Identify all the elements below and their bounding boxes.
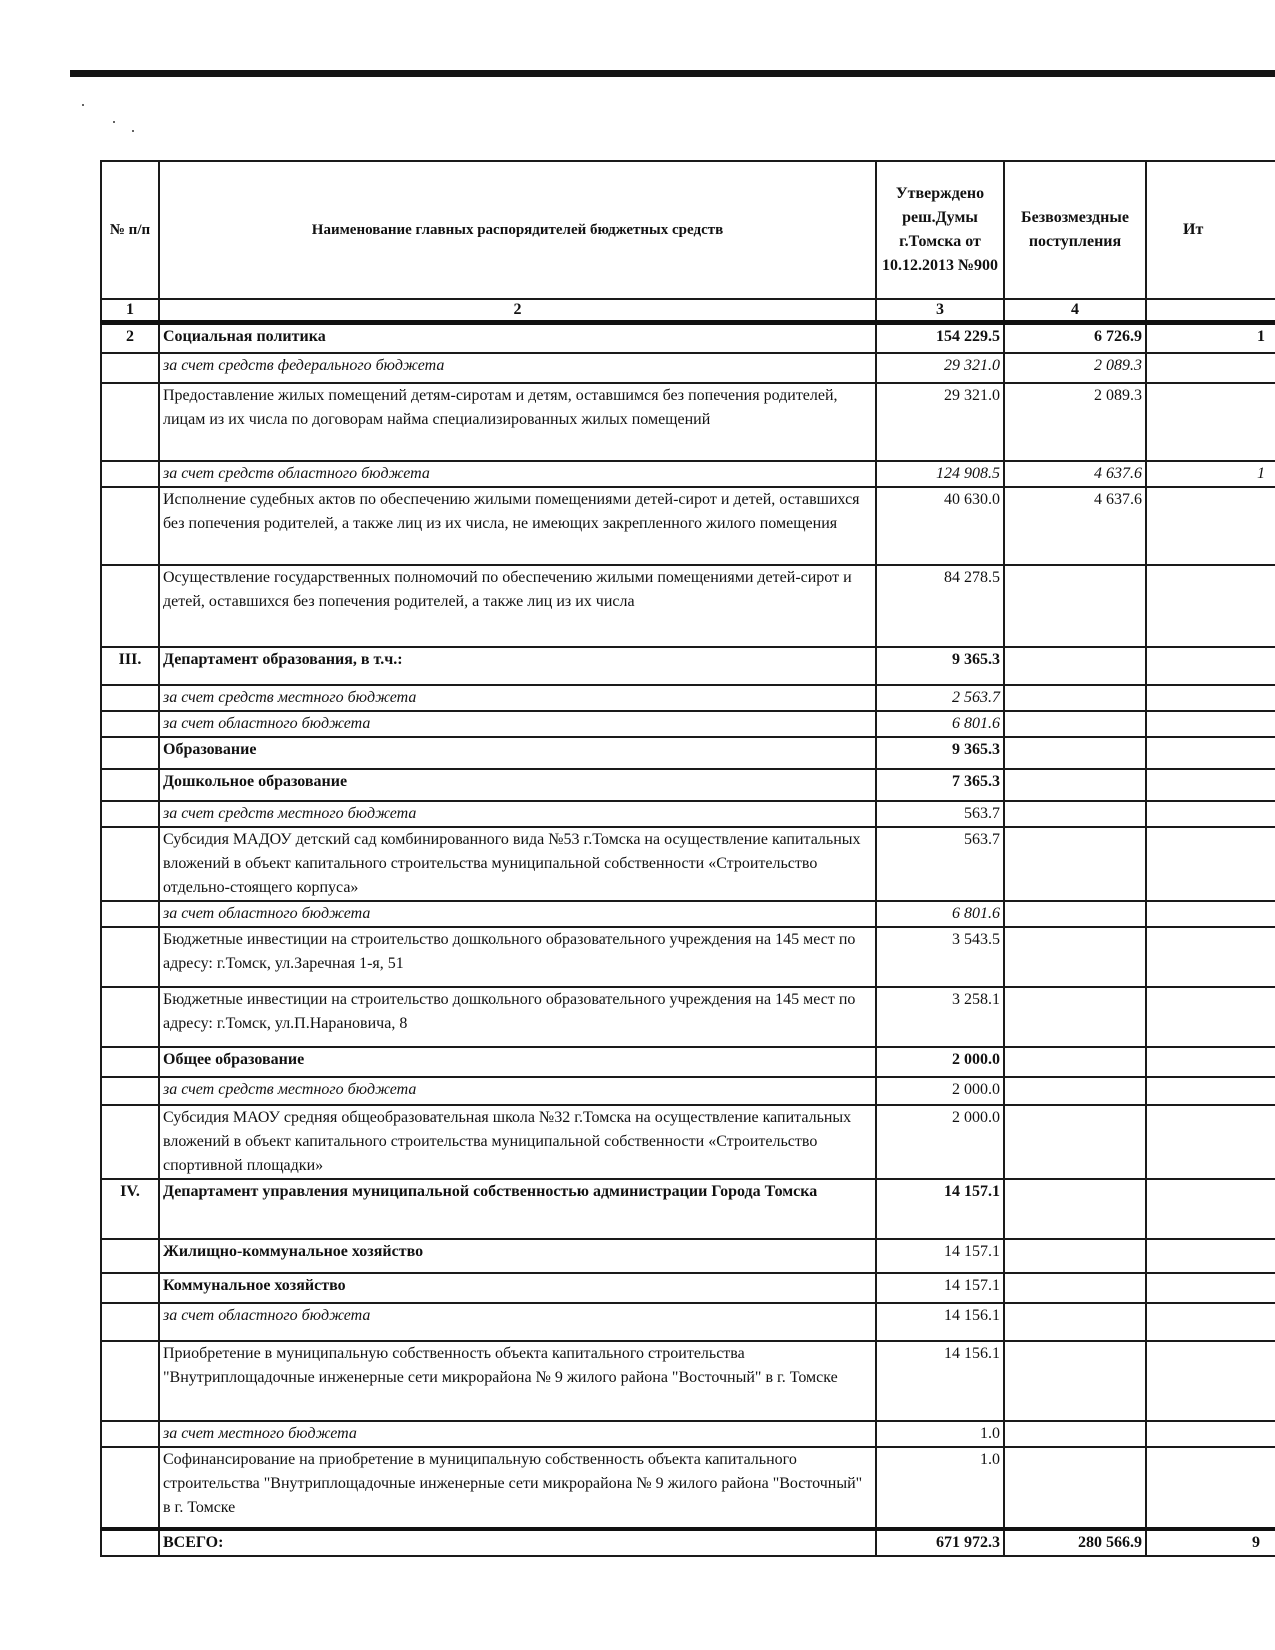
row-approved: 84 278.5 xyxy=(876,565,1004,647)
table-header-row xyxy=(101,161,1275,299)
table-row xyxy=(101,1239,1275,1273)
row-grants xyxy=(1004,827,1146,901)
row-grants xyxy=(1004,1077,1146,1105)
row-grants xyxy=(1004,1447,1146,1529)
table-row xyxy=(101,647,1275,685)
row-col5 xyxy=(1146,711,1275,737)
row-col5 xyxy=(1146,1077,1275,1105)
row-name: Жилищно-коммунальное хозяйство xyxy=(159,1239,876,1273)
row-col5 xyxy=(1146,801,1275,827)
total-col5-value: 9 xyxy=(1252,1533,1260,1551)
row-grants xyxy=(1004,769,1146,801)
row-name: Дошкольное образование xyxy=(159,769,876,801)
header-approved: Утверждено реш.Думы г.Томска от 10.12.2013 №900 xyxy=(876,161,1004,299)
table-row xyxy=(101,323,1275,353)
row-name: за счет областного бюджета xyxy=(159,1303,876,1341)
row-grants xyxy=(1004,927,1146,987)
row-col5 xyxy=(1146,1447,1275,1529)
row-grants xyxy=(1004,1239,1146,1273)
row-grants xyxy=(1004,1105,1146,1179)
row-col5 xyxy=(1146,927,1275,987)
row-number xyxy=(101,801,159,827)
table-row xyxy=(101,353,1275,383)
header-total-label: Ит xyxy=(1183,221,1204,238)
row-number xyxy=(101,461,159,487)
row-name: Предоставление жилых помещений детям-сиротам и детям, оставшимся без попечения родителей, лицам из их числа по договорам найма специализированных жилых помещений xyxy=(159,383,876,461)
row-grants xyxy=(1004,987,1146,1047)
row-col5 xyxy=(1146,1239,1275,1273)
row-col5 xyxy=(1146,383,1275,461)
table-row xyxy=(101,461,1275,487)
row-grants xyxy=(1004,901,1146,927)
table-row xyxy=(101,927,1275,987)
row-grants xyxy=(1004,647,1146,685)
header-total xyxy=(1146,161,1275,299)
row-number xyxy=(101,1341,159,1421)
row-approved: 1.0 xyxy=(876,1447,1004,1529)
row-approved: 563.7 xyxy=(876,827,1004,901)
row-number xyxy=(101,1303,159,1341)
row-col5 xyxy=(1146,487,1275,565)
row-grants xyxy=(1004,1047,1146,1077)
row-grants xyxy=(1004,1303,1146,1341)
row-approved: 3 258.1 xyxy=(876,987,1004,1047)
row-name: за счет областного бюджета xyxy=(159,901,876,927)
row-approved: 124 908.5 xyxy=(876,461,1004,487)
row-col5 xyxy=(1146,685,1275,711)
table-row xyxy=(101,685,1275,711)
row-number xyxy=(101,1273,159,1303)
row-col5 xyxy=(1146,353,1275,383)
row-name: за счет средств областного бюджета xyxy=(159,461,876,487)
row-col5 xyxy=(1146,647,1275,685)
total-row xyxy=(101,1529,1275,1556)
row-approved: 2 563.7 xyxy=(876,685,1004,711)
row-number xyxy=(101,827,159,901)
scan-speck xyxy=(82,104,84,106)
row-approved: 14 157.1 xyxy=(876,1273,1004,1303)
row-approved: 6 801.6 xyxy=(876,711,1004,737)
table-row xyxy=(101,1341,1275,1421)
table-row xyxy=(101,901,1275,927)
colnum-4: 4 xyxy=(1004,299,1146,323)
row-name: за счет местного бюджета xyxy=(159,1421,876,1447)
table-row xyxy=(101,801,1275,827)
row-name: Бюджетные инвестиции на строительство дошкольного образовательного учреждения на 145 мест по адресу: г.Томск, ул.П.Нарановича, 8 xyxy=(159,987,876,1047)
row-grants xyxy=(1004,737,1146,769)
total-num xyxy=(101,1529,159,1556)
header-num: № п/п xyxy=(101,161,159,299)
row-number xyxy=(101,1077,159,1105)
row-number xyxy=(101,901,159,927)
row-grants xyxy=(1004,1421,1146,1447)
table-row xyxy=(101,987,1275,1047)
row-name: за счет средств местного бюджета xyxy=(159,1077,876,1105)
row-number: III. xyxy=(101,647,159,685)
row-grants xyxy=(1004,801,1146,827)
total-label: ВСЕГО: xyxy=(159,1529,876,1556)
row-approved: 563.7 xyxy=(876,801,1004,827)
row-approved: 29 321.0 xyxy=(876,383,1004,461)
row-grants: 4 637.6 xyxy=(1004,487,1146,565)
table-row xyxy=(101,1273,1275,1303)
row-number xyxy=(101,487,159,565)
row-approved: 6 801.6 xyxy=(876,901,1004,927)
table-row xyxy=(101,1303,1275,1341)
row-name: Осуществление государственных полномочий по обеспечению жилыми помещениями детей-сирот и детей, оставшихся без попечения родителей, а также лиц из их числа xyxy=(159,565,876,647)
row-name: Образование xyxy=(159,737,876,769)
table-row xyxy=(101,1421,1275,1447)
row-name: Коммунальное хозяйство xyxy=(159,1273,876,1303)
row-number xyxy=(101,1421,159,1447)
row-grants: 2 089.3 xyxy=(1004,353,1146,383)
row-number xyxy=(101,1105,159,1179)
row-name: за счет средств местного бюджета xyxy=(159,685,876,711)
header-name: Наименование главных распорядителей бюджетных средств xyxy=(159,161,876,299)
row-approved: 14 157.1 xyxy=(876,1179,1004,1239)
row-col5 xyxy=(1146,1421,1275,1447)
table-row xyxy=(101,565,1275,647)
row-name: за счет средств местного бюджета xyxy=(159,801,876,827)
row-number xyxy=(101,1447,159,1529)
row-approved: 2 000.0 xyxy=(876,1105,1004,1179)
table-row xyxy=(101,769,1275,801)
budget-table xyxy=(100,160,1275,1557)
table-row xyxy=(101,383,1275,461)
table-row xyxy=(101,827,1275,901)
row-name: за счет средств федерального бюджета xyxy=(159,353,876,383)
row-grants xyxy=(1004,1273,1146,1303)
row-number xyxy=(101,1047,159,1077)
row-col5 xyxy=(1146,769,1275,801)
colnum-3: 3 xyxy=(876,299,1004,323)
row-name: Софинансирование на приобретение в муниципальную собственность объекта капитального строительства "Внутриплощадочные инженерные сети микрорайона № 9 жилого района "Восточный" в г. Томске xyxy=(159,1447,876,1529)
colnum-1: 1 xyxy=(101,299,159,323)
row-name: Социальная политика xyxy=(159,323,876,353)
row-approved: 29 321.0 xyxy=(876,353,1004,383)
row-name: Бюджетные инвестиции на строительство дошкольного образовательного учреждения на 145 мест по адресу: г.Томск, ул.Заречная 1-я, 51 xyxy=(159,927,876,987)
total-grants: 280 566.9 xyxy=(1004,1529,1146,1556)
row-name: за счет областного бюджета xyxy=(159,711,876,737)
table-row xyxy=(101,1179,1275,1239)
table-row xyxy=(101,487,1275,565)
column-number-row xyxy=(101,299,1275,323)
row-number xyxy=(101,737,159,769)
row-approved: 154 229.5 xyxy=(876,323,1004,353)
row-approved: 2 000.0 xyxy=(876,1047,1004,1077)
row-col5 xyxy=(1146,1047,1275,1077)
table-row xyxy=(101,1105,1275,1179)
row-number xyxy=(101,685,159,711)
row-number xyxy=(101,987,159,1047)
total-approved: 671 972.3 xyxy=(876,1529,1004,1556)
header-grants: Безвозмездные поступления xyxy=(1004,161,1146,299)
row-col5 xyxy=(1146,737,1275,769)
row-col5 xyxy=(1146,565,1275,647)
row-number xyxy=(101,927,159,987)
row-approved: 1.0 xyxy=(876,1421,1004,1447)
colnum-2: 2 xyxy=(159,299,876,323)
row-grants: 6 726.9 xyxy=(1004,323,1146,353)
row-col5 xyxy=(1146,1273,1275,1303)
row-number xyxy=(101,769,159,801)
row-name: Субсидия МАДОУ детский сад комбинированного вида №53 г.Томска на осуществление капитальных вложений в объект капитального строительства муниципальной собственности «Строительство отдельно-стоящего корпуса» xyxy=(159,827,876,901)
table-row xyxy=(101,1047,1275,1077)
row-col5 xyxy=(1146,1303,1275,1341)
row-col5 xyxy=(1146,901,1275,927)
row-approved: 14 157.1 xyxy=(876,1239,1004,1273)
row-approved: 9 365.3 xyxy=(876,737,1004,769)
row-name: Исполнение судебных актов по обеспечению жилыми помещениями детей-сирот и детей, оставшихся без попечения родителей, а также лиц из их числа, не имеющих закрепленного жилого помещения xyxy=(159,487,876,565)
row-name: Приобретение в муниципальную собственность объекта капитального строительства "Внутриплощадочные инженерные сети микрорайона № 9 жилого района "Восточный" в г. Томске xyxy=(159,1341,876,1421)
row-number xyxy=(101,353,159,383)
row-name: Департамент управления муниципальной собственностью администрации Города Томска xyxy=(159,1179,876,1239)
top-rule-divider xyxy=(70,70,1275,77)
table-row xyxy=(101,737,1275,769)
total-col5 xyxy=(1146,1529,1275,1556)
row-number: IV. xyxy=(101,1179,159,1239)
row-grants xyxy=(1004,1341,1146,1421)
row-number xyxy=(101,711,159,737)
row-col5: 1 xyxy=(1146,323,1275,353)
row-col5 xyxy=(1146,1105,1275,1179)
row-grants: 2 089.3 xyxy=(1004,383,1146,461)
row-approved: 14 156.1 xyxy=(876,1303,1004,1341)
scan-speck xyxy=(113,121,115,123)
row-number xyxy=(101,565,159,647)
row-grants xyxy=(1004,685,1146,711)
row-approved: 2 000.0 xyxy=(876,1077,1004,1105)
row-approved: 9 365.3 xyxy=(876,647,1004,685)
row-grants xyxy=(1004,1179,1146,1239)
row-grants xyxy=(1004,565,1146,647)
row-approved: 40 630.0 xyxy=(876,487,1004,565)
row-approved: 3 543.5 xyxy=(876,927,1004,987)
table-row xyxy=(101,711,1275,737)
row-number xyxy=(101,383,159,461)
row-grants xyxy=(1004,711,1146,737)
row-col5: 1 xyxy=(1146,461,1275,487)
row-col5 xyxy=(1146,1341,1275,1421)
colnum-5 xyxy=(1146,299,1275,323)
row-approved: 14 156.1 xyxy=(876,1341,1004,1421)
row-approved: 7 365.3 xyxy=(876,769,1004,801)
row-col5 xyxy=(1146,987,1275,1047)
row-number xyxy=(101,1239,159,1273)
row-name: Общее образование xyxy=(159,1047,876,1077)
row-name: Департамент образования, в т.ч.: xyxy=(159,647,876,685)
table-row xyxy=(101,1447,1275,1529)
row-col5 xyxy=(1146,827,1275,901)
table-row xyxy=(101,1077,1275,1105)
row-name: Субсидия МАОУ средняя общеобразовательная школа №32 г.Томска на осуществление капитальных вложений в объект капитального строительства муниципальной собственности «Строительство спортивной площадки» xyxy=(159,1105,876,1179)
scan-speck xyxy=(132,130,134,132)
row-number: 2 xyxy=(101,323,159,353)
row-col5 xyxy=(1146,1179,1275,1239)
row-grants: 4 637.6 xyxy=(1004,461,1146,487)
